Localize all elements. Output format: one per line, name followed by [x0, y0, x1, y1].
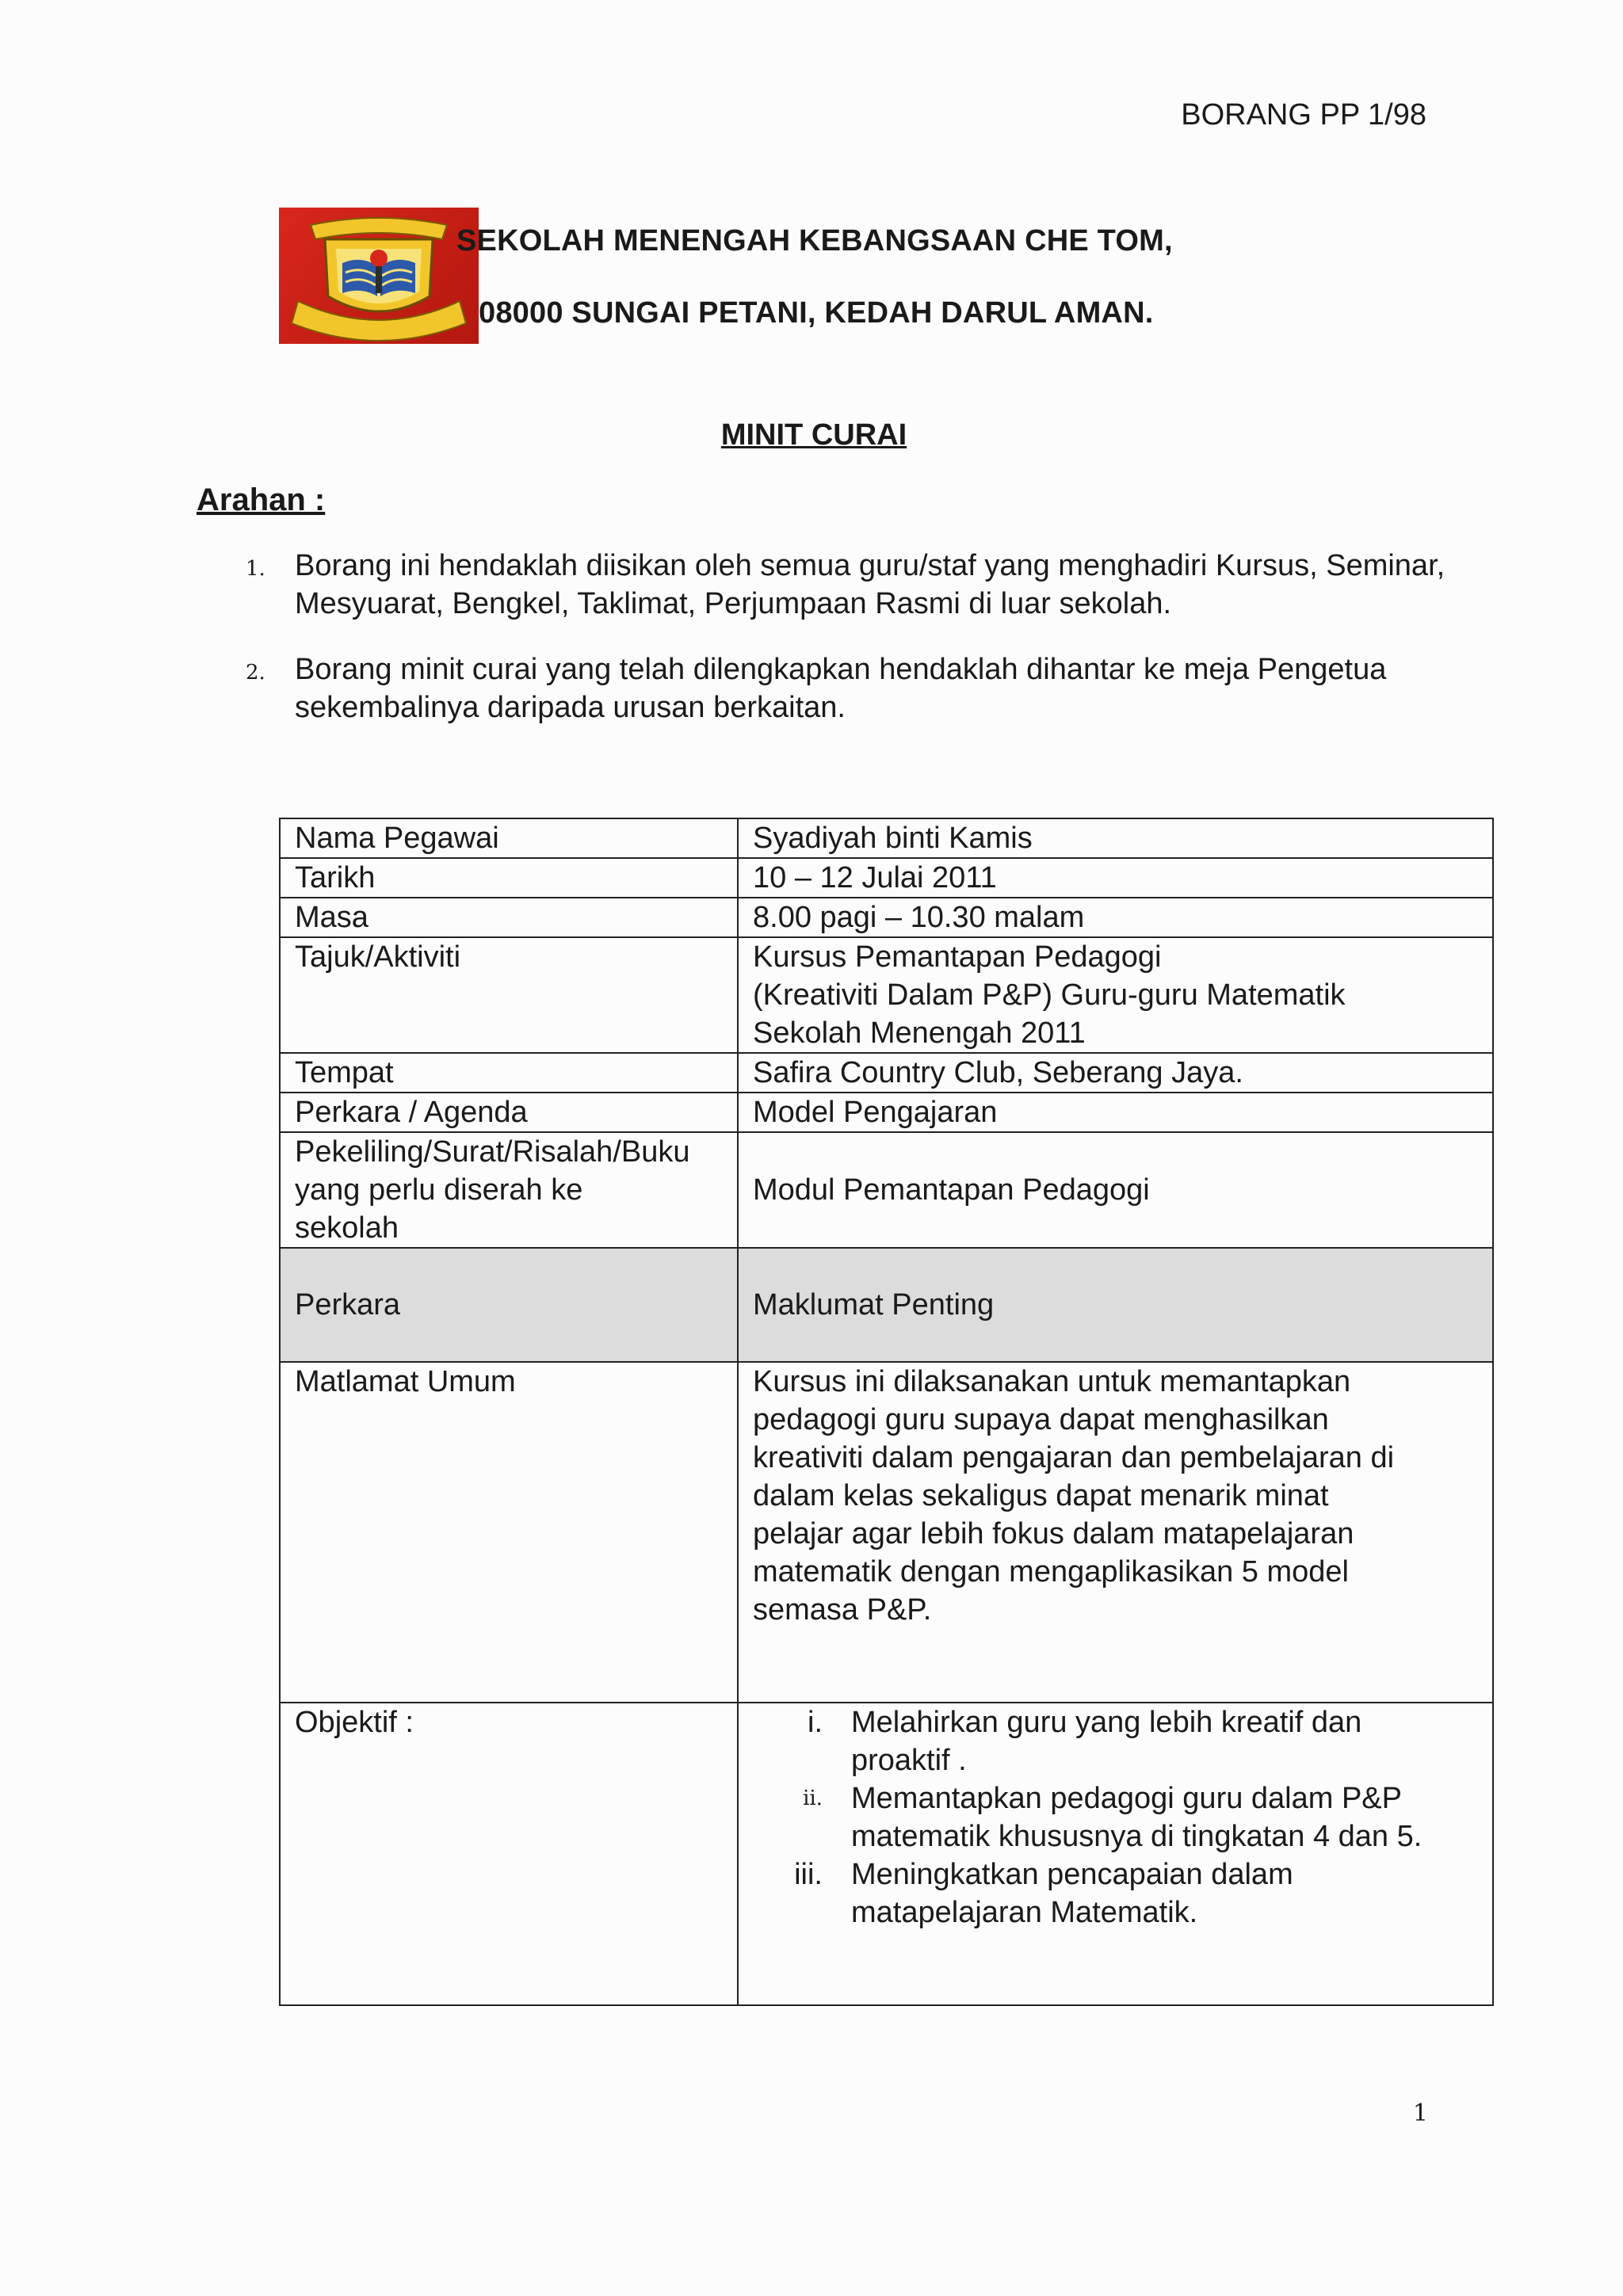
value-line: (Kreativiti Dalam P&P) Guru-guru Matematik	[753, 978, 1346, 1012]
field-value: 10 – 12 Julai 2011	[738, 858, 1493, 898]
objective-item	[753, 1779, 1478, 1855]
field-value: Safira Country Club, Seberang Jaya.	[738, 1053, 1493, 1093]
label-line: Pekeliling/Surat/Risalah/Buku	[295, 1135, 690, 1169]
section-header-label: Perkara	[280, 1248, 738, 1362]
school-address: 08000 SUNGAI PETANI, KEDAH DARUL AMAN.	[479, 296, 1154, 330]
objective-numeral: i.	[808, 1706, 823, 1739]
objectives-label: Objektif :	[280, 1703, 738, 2005]
field-label: Tajuk/Aktiviti	[280, 937, 738, 1053]
field-label: Tempat	[280, 1053, 738, 1093]
objectives-row	[280, 1703, 1493, 2005]
table-row	[280, 818, 1493, 858]
table-row	[280, 1093, 1493, 1132]
objective-line: Melahirkan guru yang lebih kreatif dan	[851, 1706, 1362, 1739]
field-value: Model Pengajaran	[738, 1093, 1493, 1132]
section-header-value: Maklumat Penting	[738, 1248, 1493, 1362]
field-label	[280, 1132, 738, 1248]
field-value: 8.00 pagi – 10.30 malam	[738, 898, 1493, 937]
instruction-item	[246, 650, 1482, 727]
instruction-number: 1.	[246, 557, 265, 581]
field-label: Nama Pegawai	[280, 818, 738, 858]
table-row	[280, 898, 1493, 937]
objective-line: proaktif .	[851, 1744, 967, 1777]
minutes-table	[279, 818, 1494, 2006]
document-title: MINIT CURAI	[720, 418, 907, 452]
objective-numeral: iii.	[794, 1858, 823, 1891]
goal-text	[738, 1362, 1493, 1703]
objective-item	[753, 1855, 1478, 1932]
goal-line: dalam kelas sekaligus dapat menarik minat	[753, 1479, 1329, 1512]
instruction-item	[246, 547, 1482, 623]
objectives-list	[753, 1703, 1478, 1932]
school-name: SEKOLAH MENENGAH KEBANGSAAN CHE TOM,	[456, 224, 1173, 257]
goal-row	[280, 1362, 1493, 1703]
field-value	[738, 937, 1493, 1053]
objective-item	[753, 1703, 1478, 1779]
table-row	[280, 858, 1493, 898]
label-line: sekolah	[295, 1211, 399, 1245]
goal-line: pelajar agar lebih fokus dalam matapelajaran	[753, 1517, 1354, 1550]
goal-line: matematik dengan mengaplikasikan 5 model	[753, 1555, 1349, 1589]
table-row	[280, 1132, 1493, 1248]
value-line: Sekolah Menengah 2011	[753, 1016, 1086, 1050]
table-row	[280, 1053, 1493, 1093]
value-line: Kursus Pemantapan Pedagogi	[753, 940, 1162, 974]
objectives-list-cell	[738, 1703, 1493, 2005]
label-line: yang perlu diserah ke	[295, 1173, 583, 1207]
school-crest-icon	[279, 208, 479, 344]
objective-line: Memantapkan pedagogi guru dalam P&P	[851, 1782, 1403, 1815]
goal-line: pedagogi guru supaya dapat menghasilkan	[753, 1403, 1329, 1436]
page-number: 1	[1412, 2100, 1428, 2127]
school-logo	[279, 208, 479, 344]
field-value: Syadiyah binti Kamis	[738, 818, 1493, 858]
goal-label: Matlamat Umum	[280, 1362, 738, 1703]
section-header-row	[280, 1248, 1493, 1362]
instruction-text: Borang minit curai yang telah dilengkapkan hendaklah dihantar ke meja Pengetua sekembalinya daripada urusan berkaitan.	[295, 653, 1387, 724]
instruction-text: Borang ini hendaklah diisikan oleh semua guru/staf yang menghadiri Kursus, Seminar, Mesyuarat, Bengkel, Taklimat, Perjumpaan Rasmi di luar sekolah.	[295, 549, 1445, 620]
table-row	[280, 937, 1493, 1053]
objective-numeral: ii.	[803, 1787, 823, 1810]
objective-line: Meningkatkan pencapaian dalam	[851, 1858, 1293, 1891]
goal-line: Kursus ini dilaksanakan untuk memantapkan	[753, 1365, 1351, 1398]
goal-line: kreativiti dalam pengajaran dan pembelajaran di	[753, 1441, 1395, 1474]
field-label: Tarikh	[280, 858, 738, 898]
instructions-heading: Arahan :	[197, 482, 326, 517]
field-label: Perkara / Agenda	[280, 1093, 738, 1132]
instruction-number: 2.	[246, 661, 265, 685]
objective-line: matapelajaran Matematik.	[851, 1896, 1198, 1929]
objective-line: matematik khususnya di tingkatan 4 dan 5.	[851, 1820, 1423, 1853]
field-label: Masa	[280, 898, 738, 937]
goal-line: semasa P&P.	[753, 1593, 932, 1627]
field-value: Modul Pemantapan Pedagogi	[738, 1132, 1493, 1248]
form-code: BORANG PP 1/98	[1181, 98, 1426, 132]
